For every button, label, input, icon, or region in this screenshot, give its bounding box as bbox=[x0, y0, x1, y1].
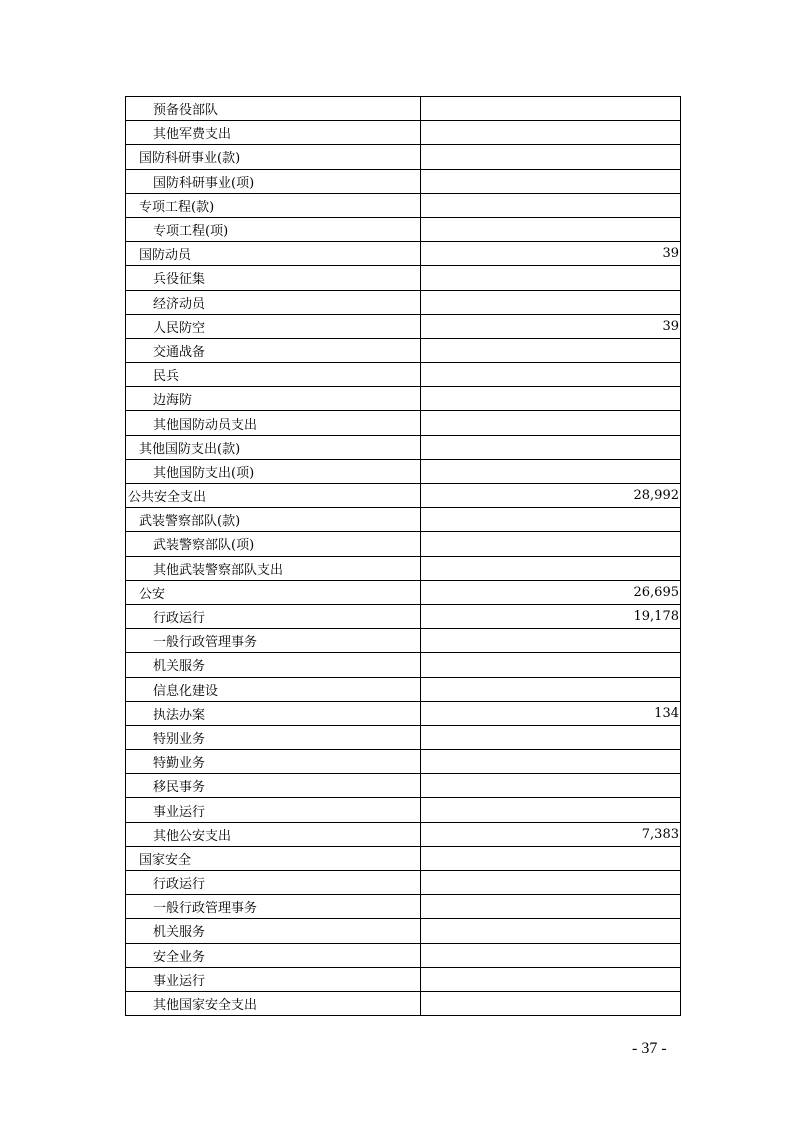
table-row bbox=[126, 750, 681, 774]
amount-cell bbox=[421, 798, 681, 822]
amount-cell: 7,383 bbox=[421, 822, 681, 846]
table-row bbox=[126, 169, 681, 193]
amount-cell bbox=[421, 846, 681, 870]
table-row bbox=[126, 290, 681, 314]
item-name-cell: 国家安全 bbox=[126, 846, 421, 870]
amount-cell bbox=[421, 991, 681, 1015]
amount-cell bbox=[421, 871, 681, 895]
amount-cell bbox=[421, 895, 681, 919]
amount-cell bbox=[421, 556, 681, 580]
item-name-cell: 事业运行 bbox=[126, 967, 421, 991]
table-row bbox=[126, 919, 681, 943]
table-row bbox=[126, 242, 681, 266]
table-row bbox=[126, 145, 681, 169]
item-name-cell: 经济动员 bbox=[126, 290, 421, 314]
item-name-cell: 其他军费支出 bbox=[126, 121, 421, 145]
item-name-cell: 国防科研事业(项) bbox=[126, 169, 421, 193]
table-row bbox=[126, 217, 681, 241]
item-name-cell: 行政运行 bbox=[126, 604, 421, 628]
item-name-cell: 公安 bbox=[126, 580, 421, 604]
item-name-cell: 安全业务 bbox=[126, 943, 421, 967]
amount-cell bbox=[421, 774, 681, 798]
table-row bbox=[126, 314, 681, 338]
table-row bbox=[126, 967, 681, 991]
item-name-cell: 兵役征集 bbox=[126, 266, 421, 290]
table-row bbox=[126, 580, 681, 604]
budget-table-body bbox=[126, 97, 681, 1016]
item-name-cell: 国防动员 bbox=[126, 242, 421, 266]
page-number: - 37 - bbox=[632, 1040, 667, 1057]
table-row bbox=[126, 459, 681, 483]
amount-cell bbox=[421, 653, 681, 677]
item-name-cell: 武装警察部队(项) bbox=[126, 532, 421, 556]
table-row bbox=[126, 435, 681, 459]
amount-cell bbox=[421, 943, 681, 967]
amount-cell bbox=[421, 387, 681, 411]
table-row bbox=[126, 895, 681, 919]
item-name-cell: 机关服务 bbox=[126, 919, 421, 943]
item-name-cell: 其他国防支出(项) bbox=[126, 459, 421, 483]
amount-cell bbox=[421, 435, 681, 459]
item-name-cell: 国防科研事业(款) bbox=[126, 145, 421, 169]
table-row bbox=[126, 604, 681, 628]
item-name-cell: 一般行政管理事务 bbox=[126, 629, 421, 653]
item-name-cell: 特勤业务 bbox=[126, 750, 421, 774]
budget-table bbox=[125, 96, 681, 1016]
amount-cell: 26,695 bbox=[421, 580, 681, 604]
table-row bbox=[126, 556, 681, 580]
amount-cell bbox=[421, 193, 681, 217]
table-row bbox=[126, 411, 681, 435]
item-name-cell: 其他武装警察部队支出 bbox=[126, 556, 421, 580]
table-row bbox=[126, 991, 681, 1015]
item-name-cell: 其他公安支出 bbox=[126, 822, 421, 846]
table-row bbox=[126, 484, 681, 508]
item-name-cell: 人民防空 bbox=[126, 314, 421, 338]
item-name-cell: 边海防 bbox=[126, 387, 421, 411]
item-name-cell: 专项工程(项) bbox=[126, 217, 421, 241]
table-row bbox=[126, 701, 681, 725]
amount-cell bbox=[421, 532, 681, 556]
table-row bbox=[126, 871, 681, 895]
amount-cell bbox=[421, 459, 681, 483]
amount-cell bbox=[421, 411, 681, 435]
table-row bbox=[126, 798, 681, 822]
amount-cell bbox=[421, 508, 681, 532]
item-name-cell: 其他国家安全支出 bbox=[126, 991, 421, 1015]
amount-cell bbox=[421, 145, 681, 169]
amount-cell bbox=[421, 290, 681, 314]
table-row bbox=[126, 97, 681, 121]
table-row bbox=[126, 653, 681, 677]
table-row bbox=[126, 266, 681, 290]
item-name-cell: 机关服务 bbox=[126, 653, 421, 677]
table-row bbox=[126, 363, 681, 387]
amount-cell: 134 bbox=[421, 701, 681, 725]
table-row bbox=[126, 121, 681, 145]
item-name-cell: 专项工程(款) bbox=[126, 193, 421, 217]
amount-cell bbox=[421, 750, 681, 774]
table-row bbox=[126, 822, 681, 846]
table-row bbox=[126, 629, 681, 653]
item-name-cell: 其他国防支出(款) bbox=[126, 435, 421, 459]
table-row bbox=[126, 532, 681, 556]
amount-cell bbox=[421, 266, 681, 290]
item-name-cell: 移民事务 bbox=[126, 774, 421, 798]
item-name-cell: 行政运行 bbox=[126, 871, 421, 895]
item-name-cell: 预备役部队 bbox=[126, 97, 421, 121]
table-row bbox=[126, 677, 681, 701]
item-name-cell: 信息化建设 bbox=[126, 677, 421, 701]
amount-cell bbox=[421, 338, 681, 362]
amount-cell bbox=[421, 169, 681, 193]
item-name-cell: 民兵 bbox=[126, 363, 421, 387]
table-row bbox=[126, 943, 681, 967]
table-row bbox=[126, 338, 681, 362]
table-row bbox=[126, 508, 681, 532]
amount-cell bbox=[421, 967, 681, 991]
table-row bbox=[126, 725, 681, 749]
table-row bbox=[126, 774, 681, 798]
amount-cell bbox=[421, 97, 681, 121]
amount-cell: 39 bbox=[421, 242, 681, 266]
item-name-cell: 其他国防动员支出 bbox=[126, 411, 421, 435]
item-name-cell: 交通战备 bbox=[126, 338, 421, 362]
table-row bbox=[126, 387, 681, 411]
item-name-cell: 执法办案 bbox=[126, 701, 421, 725]
amount-cell bbox=[421, 725, 681, 749]
amount-cell bbox=[421, 217, 681, 241]
amount-cell bbox=[421, 677, 681, 701]
table-row bbox=[126, 193, 681, 217]
amount-cell bbox=[421, 121, 681, 145]
item-name-cell: 一般行政管理事务 bbox=[126, 895, 421, 919]
amount-cell: 28,992 bbox=[421, 484, 681, 508]
amount-cell: 19,178 bbox=[421, 604, 681, 628]
amount-cell: 39 bbox=[421, 314, 681, 338]
item-name-cell: 事业运行 bbox=[126, 798, 421, 822]
amount-cell bbox=[421, 629, 681, 653]
item-name-cell: 公共安全支出 bbox=[126, 484, 421, 508]
item-name-cell: 特别业务 bbox=[126, 725, 421, 749]
amount-cell bbox=[421, 919, 681, 943]
amount-cell bbox=[421, 363, 681, 387]
item-name-cell: 武装警察部队(款) bbox=[126, 508, 421, 532]
table-row bbox=[126, 846, 681, 870]
